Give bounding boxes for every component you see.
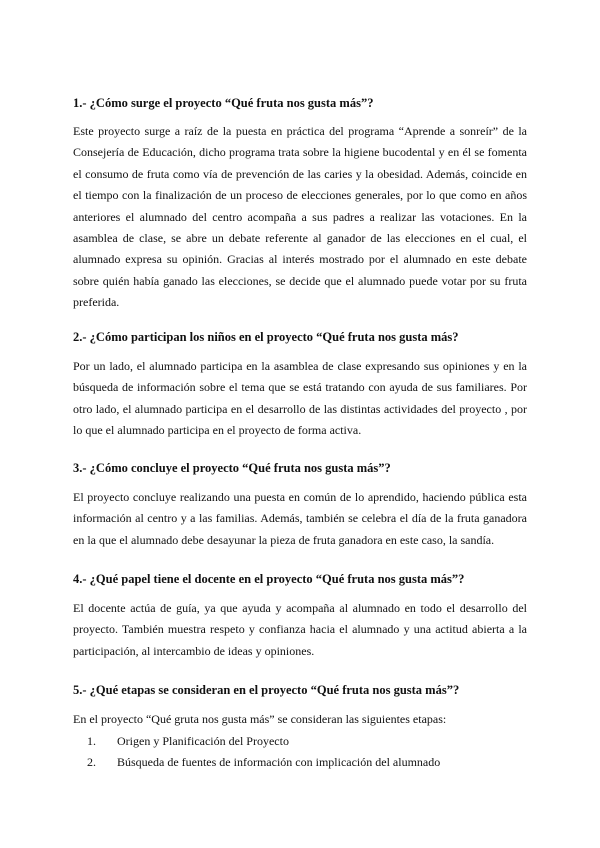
section-1-heading: 1.- ¿Cómo surge el proyecto “Qué fruta nos gusta más”? — [73, 96, 374, 110]
list-item-text: Búsqueda de fuentes de información con implicación del alumnado — [117, 755, 441, 769]
section-5-paragraph: En el proyecto “Qué gruta nos gusta más” se consideran las siguientes etapas: — [73, 712, 447, 726]
section-2-paragraph: Por un lado, el alumnado participa en la asamblea de clase expresando sus opiniones y en la búsqueda de información sobre el tema que se está tratando con ayuda de sus familiares. Por otro lado, el alumnado participa en el desarrollo de las distintas actividades del proyecto , por lo que el alumnado participa en el proyecto de forma activa. — [73, 359, 527, 438]
section-1-paragraph: Este proyecto surge a raíz de la puesta en práctica del programa “Aprende a sonreír” de la Consejería de Educación, dicho programa trata sobre la higiene bucodental y en él se fomenta el consumo de fruta como vía de prevención de las caries y la obesidad. Además, coincide en el tiempo con la finalización de un proceso de elecciones generales, por lo que como en años anteriores el alumnado del centro acompaña a sus padres a realizar las votaciones. En la asamblea de clase, se abre un debate referente al ganador de las elecciones en el cual, el alumnado expresa su opinión. Gracias al interés mostrado por el alumnado en este debate sobre quién había ganado las elecciones, se decide que el alumnado puede votar por su fruta preferida. — [73, 124, 527, 310]
list-item — [73, 752, 527, 773]
section-2-heading: 2.- ¿Cómo participan los niños en el proyecto “Qué fruta nos gusta más? — [73, 330, 459, 344]
stages-list — [73, 731, 527, 773]
list-item-number: 2. — [87, 755, 96, 769]
list-item-text: Origen y Planificación del Proyecto — [117, 734, 289, 748]
section-4-paragraph: El docente actúa de guía, ya que ayuda y acompaña al alumnado en todo el desarrollo del proyecto. También muestra respeto y confianza hacia el alumnado y una actitud abierta a la participación, al intercambio de ideas y opiniones. — [73, 601, 527, 658]
section-5-heading: 5.- ¿Qué etapas se consideran en el proyecto “Qué fruta nos gusta más”? — [73, 683, 460, 697]
list-item-number: 1. — [87, 734, 96, 748]
section-4-heading: 4.- ¿Qué papel tiene el docente en el proyecto “Qué fruta nos gusta más”? — [73, 572, 465, 586]
section-3-heading: 3.- ¿Cómo concluye el proyecto “Qué fruta nos gusta más”? — [73, 461, 391, 475]
list-item — [73, 731, 527, 752]
section-3-paragraph: El proyecto concluye realizando una puesta en común de lo aprendido, haciendo pública esta información al centro y a las familias. Además, también se celebra el día de la fruta ganadora en la que el alumnado debe desayunar la pieza de fruta ganadora en este caso, la sandía. — [73, 490, 527, 547]
